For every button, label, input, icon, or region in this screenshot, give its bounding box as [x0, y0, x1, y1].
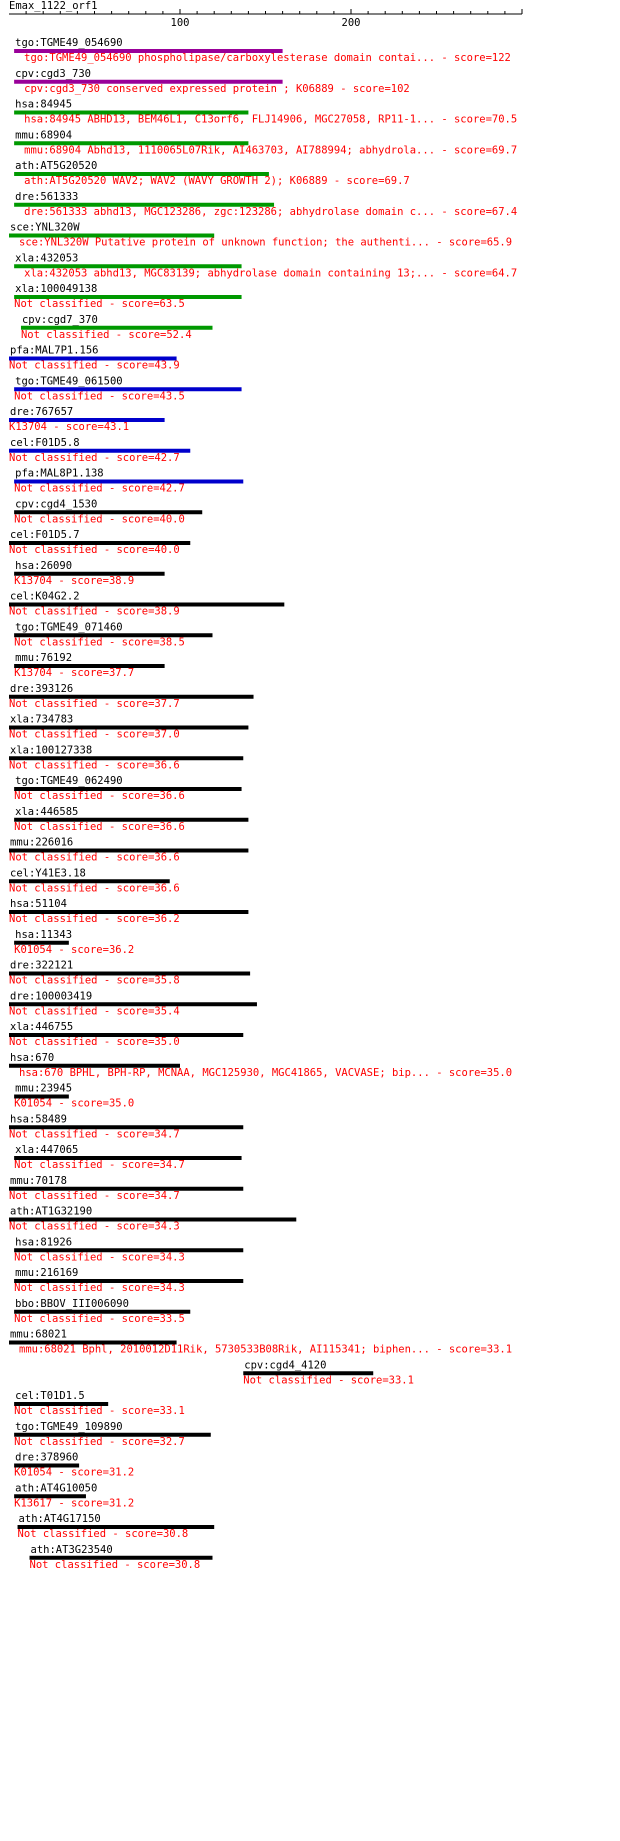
hit-description: Not classified - score=35.8	[9, 974, 180, 987]
hit-row	[14, 191, 517, 218]
hit-description: Not classified - score=40.0	[14, 513, 185, 526]
hit-row	[14, 1144, 241, 1171]
hit-description: cpv:cgd3_730 conserved expressed protein ; K06889 - score=102	[24, 82, 410, 95]
hit-name: cel:K04G2.2	[10, 590, 80, 603]
hit-name: ath:AT3G23540	[30, 1543, 113, 1556]
hit-name: dre:767657	[10, 406, 74, 418]
hit-row	[9, 1175, 243, 1202]
hit-row	[9, 591, 284, 618]
hit-row	[9, 437, 190, 464]
hit-row	[14, 1421, 211, 1448]
hit-name: mmu:68904	[15, 129, 73, 142]
hit-row	[9, 867, 180, 894]
hit-row	[9, 1113, 243, 1140]
hit-description: Not classified - score=30.8	[29, 1558, 201, 1571]
hit-description: K01054 - score=31.2	[14, 1466, 135, 1479]
hit-name: mmu:70178	[10, 1174, 67, 1187]
hit-description: Not classified - score=36.6	[14, 790, 185, 802]
hit-name: mmu:216169	[15, 1267, 79, 1279]
hit-row	[14, 621, 212, 648]
hit-name: tgo:TGME49_109890	[15, 1420, 123, 1433]
hit-name: cel:F01D5.7	[10, 529, 80, 541]
x-axis	[9, 9, 522, 29]
hit-name: pfa:MAL7P1.156	[10, 344, 99, 357]
hit-row	[9, 898, 248, 925]
x-tick-label: 100	[170, 17, 190, 29]
hit-row	[14, 283, 241, 310]
hit-name: dre:393126	[10, 682, 74, 695]
hit-row	[21, 314, 213, 341]
hit-name: xla:446755	[10, 1021, 74, 1033]
hit-description: Not classified - score=34.7	[9, 1128, 180, 1141]
hit-name: dre:322121	[10, 959, 74, 972]
hit-description: mmu:68904 Abhd13, 1110065L07Rik, AI463703, AI788994; abhydrola... - score=69.7	[24, 144, 518, 157]
hit-name: xla:446585	[15, 805, 79, 818]
hit-description: Not classified - score=43.9	[9, 359, 180, 372]
hit-name: xla:432053	[15, 252, 79, 265]
hit-name: tgo:TGME49_062490	[15, 775, 123, 787]
hit-description: sce:YNL320W Putative protein of unknown function; the authenti... - score=65.9	[19, 236, 513, 249]
hit-row	[9, 1021, 243, 1048]
hit-row	[9, 744, 243, 771]
hit-description: K01054 - score=35.0	[14, 1097, 135, 1110]
hit-description: hsa:84945 ABHD13, BEM46L1, C13orf6, FLJ14906, MGC27058, RP11-1... - score=70.5	[24, 113, 518, 126]
hit-description: Not classified - score=33.1	[243, 1374, 414, 1387]
hit-row	[9, 1329, 512, 1356]
hit-description: Not classified - score=36.2	[9, 913, 180, 925]
hit-row	[14, 37, 511, 64]
hit-row	[14, 252, 517, 279]
hit-row	[14, 1298, 190, 1325]
hit-name: hsa:84945	[15, 98, 73, 111]
hit-rows	[9, 37, 517, 1571]
hit-row	[14, 1452, 134, 1479]
hit-row	[14, 652, 164, 679]
hit-description: Not classified - score=36.6	[9, 851, 180, 864]
hit-name: xla:734783	[10, 713, 74, 726]
hit-row	[14, 929, 134, 956]
hit-name: cel:F01D5.8	[10, 436, 80, 449]
hit-description: Not classified - score=35.0	[9, 1036, 180, 1048]
hit-name: sce:YNL320W	[10, 221, 80, 234]
hit-row	[14, 99, 517, 126]
hit-name: hsa:26090	[15, 559, 73, 572]
hit-description: Not classified - score=43.5	[14, 390, 185, 403]
hit-name: ath:AT5G20520	[15, 160, 98, 172]
hit-row	[30, 1544, 213, 1571]
hit-name: hsa:51104	[10, 898, 67, 910]
hit-description: Not classified - score=34.7	[14, 1159, 185, 1171]
hit-description: Not classified - score=33.1	[14, 1405, 185, 1417]
hit-description: Not classified - score=36.6	[14, 820, 185, 833]
hit-description: ath:AT5G20520 WAV2; WAV2 (WAVY GROWTH 2); K06889 - score=69.7	[24, 175, 410, 187]
hit-row	[14, 1267, 243, 1294]
hit-name: hsa:11343	[15, 928, 73, 941]
x-tick-label: 200	[341, 17, 361, 29]
hit-row	[9, 1206, 296, 1233]
hit-description: Not classified - score=33.5	[14, 1312, 185, 1325]
hit-name: cpv:cgd7_370	[21, 313, 98, 326]
hit-row	[14, 1236, 243, 1263]
hit-description: K13704 - score=38.9	[14, 574, 135, 587]
hit-description: K01054 - score=36.2	[14, 943, 135, 956]
hit-description: Not classified - score=30.8	[17, 1528, 189, 1540]
hit-row	[9, 837, 248, 864]
hit-description: Not classified - score=34.3	[14, 1282, 185, 1294]
hit-name: xla:100049138	[15, 283, 98, 295]
hit-name: dre:378960	[15, 1451, 79, 1464]
hit-description: Not classified - score=36.6	[9, 882, 180, 895]
hit-description: Not classified - score=42.7	[9, 451, 180, 464]
hit-row	[14, 68, 410, 95]
hit-row	[9, 960, 250, 987]
hit-description: Not classified - score=34.3	[9, 1220, 180, 1233]
hit-name: pfa:MAL8P1.138	[15, 467, 104, 480]
hit-name: cel:T01D1.5	[15, 1390, 85, 1402]
hit-name: mmu:68021	[10, 1328, 67, 1341]
hit-row	[14, 1482, 134, 1509]
hit-row	[9, 990, 257, 1017]
hit-name: ath:AT1G32190	[10, 1205, 93, 1218]
hit-name: xla:100127338	[10, 744, 93, 757]
hit-name: dre:561333	[15, 190, 79, 203]
hit-row	[14, 160, 410, 187]
hit-description: hsa:670 BPHL, BPH-RP, MCNAA, MGC125930, MGC41865, VACVASE; bip... - score=35.0	[19, 1066, 513, 1079]
hit-description: Not classified - score=32.7	[14, 1435, 185, 1448]
hit-description: K13617 - score=31.2	[14, 1497, 135, 1510]
hit-name: tgo:TGME49_054690	[15, 37, 123, 49]
hit-name: tgo:TGME49_061500	[15, 375, 123, 388]
hit-name: xla:447065	[15, 1144, 79, 1156]
hit-description: Not classified - score=37.0	[9, 728, 180, 741]
hit-row	[18, 1513, 215, 1540]
hit-description: Not classified - score=34.7	[9, 1189, 180, 1202]
hit-name: mmu:76192	[15, 652, 73, 664]
hit-description: K13704 - score=37.7	[14, 667, 135, 679]
hit-name: cpv:cgd3_730	[15, 67, 91, 80]
hit-row	[14, 129, 517, 156]
hit-name: ath:AT4G10050	[15, 1482, 98, 1495]
hit-row	[14, 775, 241, 802]
chart-title: Emax_1122_orf1	[9, 0, 98, 12]
hit-description: xla:432053 abhd13, MGC83139; abhydrolase domain containing 13;... - score=64.7	[24, 267, 518, 280]
hit-row	[9, 683, 254, 710]
hit-row	[14, 375, 241, 402]
hit-description: Not classified - score=38.5	[14, 636, 185, 649]
hit-row	[9, 529, 190, 556]
hit-row	[243, 1359, 414, 1386]
hit-description: Not classified - score=34.3	[14, 1251, 185, 1264]
hit-name: mmu:226016	[10, 836, 74, 849]
hit-row	[9, 714, 248, 741]
hit-description: Not classified - score=37.7	[9, 697, 180, 710]
hit-row	[9, 1052, 512, 1079]
hit-name: cpv:cgd4_4120	[244, 1359, 327, 1372]
hit-description: Not classified - score=63.5	[14, 298, 185, 310]
hit-description: Not classified - score=36.6	[9, 759, 180, 772]
hit-row	[9, 406, 165, 433]
hit-row	[9, 345, 180, 372]
hit-row	[14, 498, 202, 525]
hit-description: Not classified - score=35.4	[9, 1005, 180, 1018]
hit-name: dre:100003419	[10, 990, 93, 1003]
hit-description: Not classified - score=38.9	[9, 605, 180, 618]
hit-row	[14, 806, 248, 833]
hit-description: Not classified - score=42.7	[14, 482, 185, 495]
hit-name: hsa:81926	[15, 1236, 73, 1249]
hit-description: mmu:68021 Bphl, 2010012D11Rik, 5730533B08Rik, AI115341; biphen... - score=33.1	[19, 1343, 513, 1356]
hit-row	[9, 222, 512, 249]
hit-description: Not classified - score=40.0	[9, 544, 180, 556]
hit-name: mmu:23945	[15, 1082, 73, 1095]
hit-description: tgo:TGME49_054690 phospholipase/carboxylesterase domain contai... - score=122	[24, 52, 511, 64]
hit-description: Not classified - score=52.4	[20, 328, 192, 341]
hit-description: K13704 - score=43.1	[9, 421, 130, 433]
hit-name: hsa:670	[10, 1051, 55, 1064]
hit-row	[14, 1083, 134, 1110]
hit-name: hsa:58489	[10, 1113, 67, 1126]
hit-name: tgo:TGME49_071460	[15, 621, 123, 634]
hit-name: cel:Y41E3.18	[10, 867, 86, 880]
hit-name: cpv:cgd4_1530	[15, 498, 98, 511]
hit-row	[14, 1390, 185, 1417]
hit-name: ath:AT4G17150	[18, 1513, 101, 1525]
hit-description: dre:561333 abhd13, MGC123286, zgc:123286; abhydrolase domain c... - score=67.4	[24, 205, 518, 218]
hit-row	[14, 560, 164, 587]
hit-row	[14, 468, 243, 495]
hit-name: bbo:BBOV_III006090	[15, 1297, 129, 1310]
